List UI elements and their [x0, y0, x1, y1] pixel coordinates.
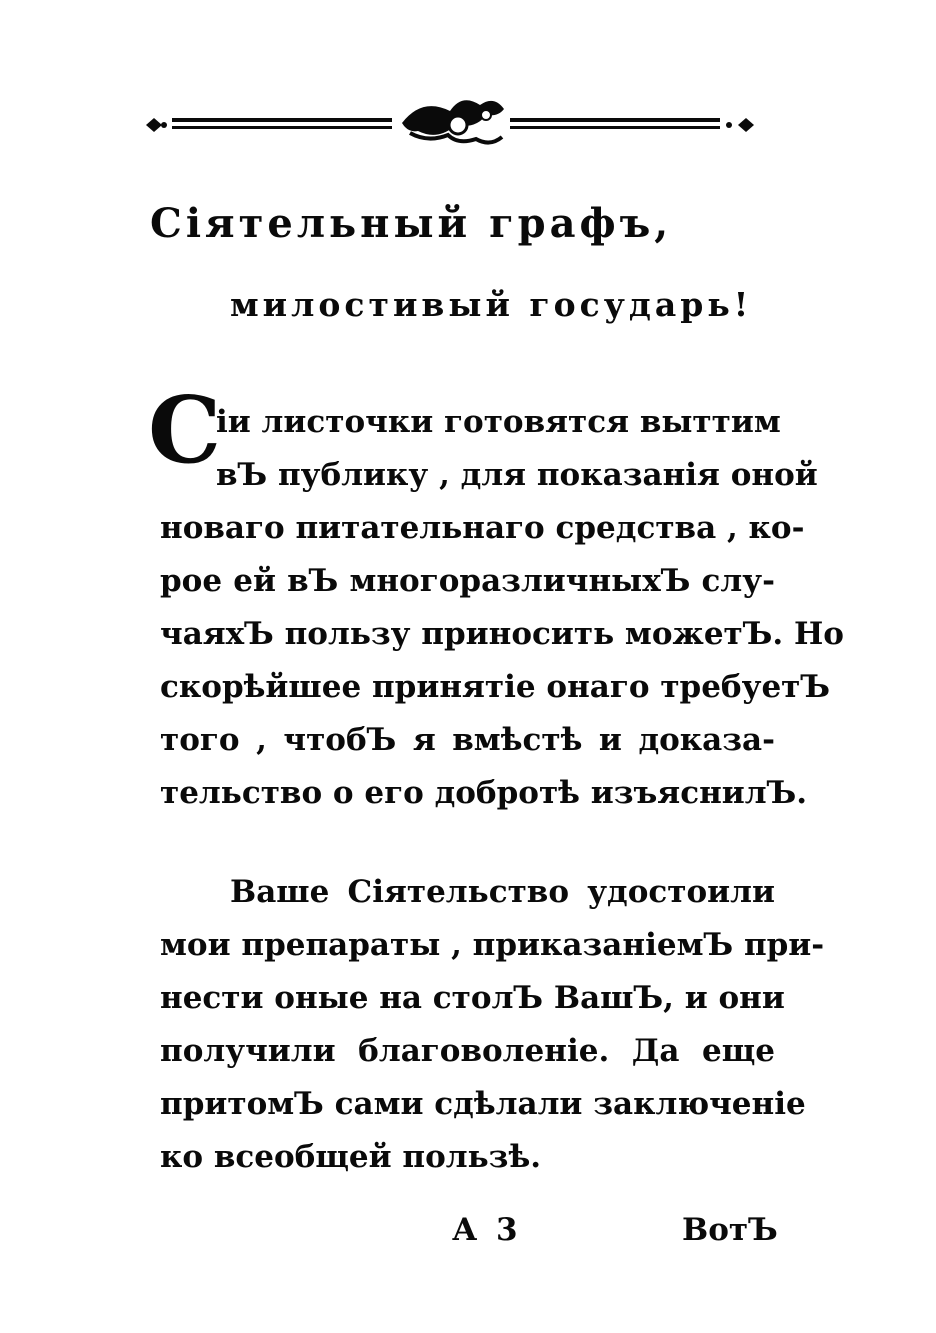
text-line: тельство о его добротѣ изъяснилЪ.	[160, 775, 808, 811]
text-line: рое ей вЪ многоразличныхЪ слу-	[160, 563, 775, 599]
drop-cap: С	[148, 376, 222, 484]
salutation-title: Сіятельный графъ,	[150, 200, 673, 247]
text-line: того , чтобЪ я вмѣстѣ и доказа-	[160, 722, 775, 758]
text-line: ко всеобщей пользѣ.	[160, 1139, 542, 1175]
paragraph-1	[160, 396, 844, 820]
text-line: притомЪ сами сдѣлали заключеніе	[160, 1086, 806, 1122]
floral-center-icon	[402, 100, 504, 142]
text-line: вЪ публику , для показанія оной	[216, 457, 818, 493]
fleuron-left-icon	[146, 118, 167, 132]
signature-mark: А 3	[452, 1212, 522, 1248]
text-line: Ваше Сіятельство удостоили	[230, 874, 775, 910]
text-line: получили благоволеніе. Да еще	[160, 1033, 775, 1069]
text-line: новаго питательнаго средства , ко-	[160, 510, 805, 546]
text-line: чаяхЪ пользу приносить можетЪ. Но	[160, 616, 844, 652]
salutation-subtitle: милостивый государь!	[230, 285, 753, 324]
catchword: ВотЪ	[682, 1212, 778, 1248]
fleuron-right-icon	[726, 118, 754, 132]
text-line: скорѣйшее принятіе онаго требуетЪ	[160, 669, 831, 705]
ornament-headpiece	[140, 95, 760, 150]
paragraph-2	[160, 866, 825, 1184]
text-line: нести оные на столЪ ВашЪ, и они	[160, 980, 785, 1016]
text-line: іи листочки готовятся выттим	[216, 404, 781, 440]
text-line: мои препараты , приказаніемЪ при-	[160, 927, 825, 963]
